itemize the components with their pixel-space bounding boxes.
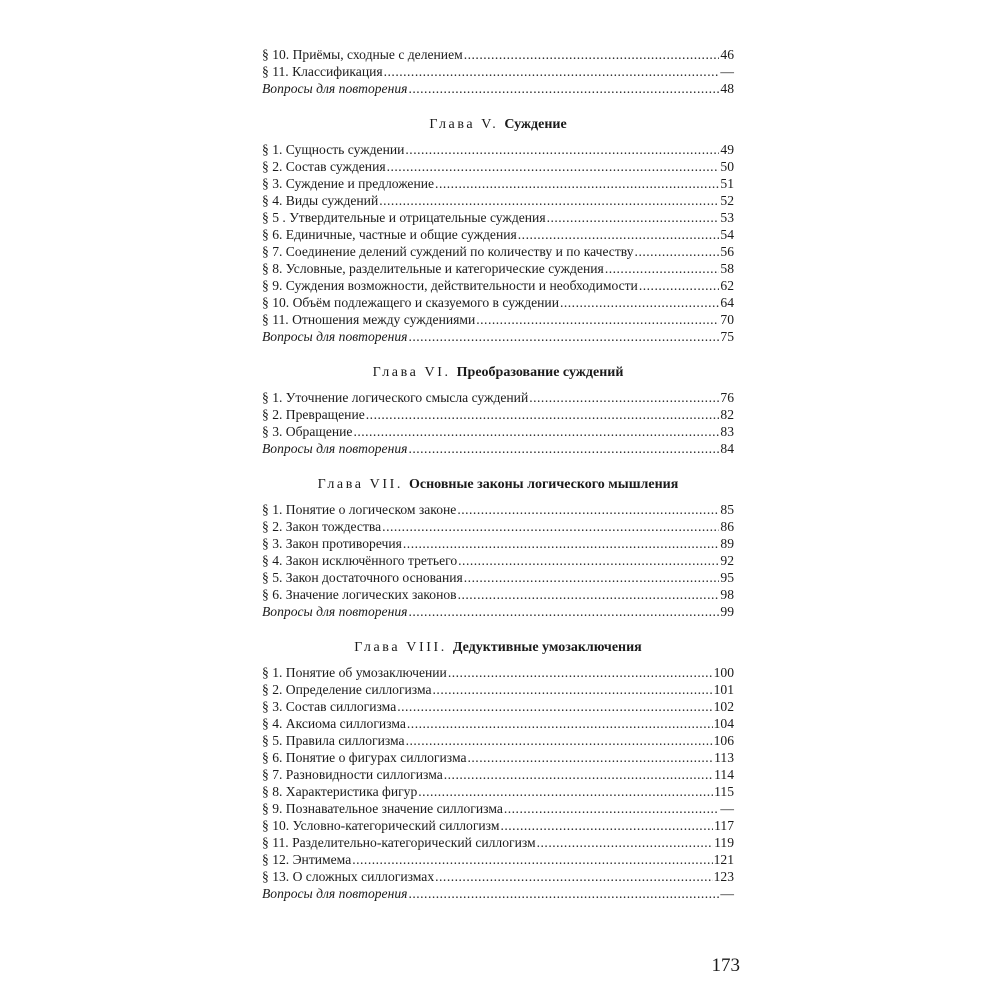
entry-page: 121 <box>713 852 734 867</box>
entry-title: § 7. Разновидности силлогизма <box>262 767 443 782</box>
dot-leader <box>406 732 713 749</box>
dot-leader <box>448 664 713 681</box>
dot-leader <box>476 311 719 328</box>
entry-page: — <box>720 801 734 816</box>
dot-leader <box>605 260 720 277</box>
chapter-heading <box>262 476 734 493</box>
dot-leader <box>408 885 719 902</box>
dot-leader <box>504 800 720 817</box>
toc-entry <box>262 535 734 552</box>
dot-leader <box>518 226 720 243</box>
entry-title: § 5. Правила силлогизма <box>262 733 405 748</box>
chapter-heading <box>262 364 734 381</box>
entry-title: § 3. Закон противоречия <box>262 536 402 551</box>
dot-leader <box>387 158 720 175</box>
entry-page: — <box>720 886 734 901</box>
dot-leader <box>379 192 719 209</box>
entry-page: 75 <box>720 329 734 344</box>
toc-entry <box>262 226 734 243</box>
dot-leader <box>444 766 713 783</box>
entry-page: 100 <box>713 665 734 680</box>
dot-leader <box>560 294 719 311</box>
entry-page: 50 <box>720 159 734 174</box>
review-questions-entry <box>262 80 734 97</box>
dot-leader <box>639 277 720 294</box>
entry-title: § 11. Классификация <box>262 64 383 79</box>
entry-page: — <box>720 64 734 79</box>
toc-entry <box>262 423 734 440</box>
toc-entry <box>262 664 734 681</box>
entry-title: § 8. Характеристика фигур <box>262 784 418 799</box>
entry-page: 48 <box>720 81 734 96</box>
toc-entry <box>262 192 734 209</box>
dot-leader <box>366 406 720 423</box>
dot-leader <box>382 518 719 535</box>
entry-page: 49 <box>720 142 734 157</box>
toc-entry <box>262 175 734 192</box>
entry-title: Вопросы для повторения <box>262 886 408 901</box>
toc-entry <box>262 586 734 603</box>
entry-title: Вопросы для повторения <box>262 329 408 344</box>
toc-entry <box>262 389 734 406</box>
dot-leader <box>547 209 720 226</box>
entry-page: 53 <box>720 210 734 225</box>
entry-title: § 2. Состав суждения <box>262 159 386 174</box>
dot-leader <box>403 535 720 552</box>
toc-entry <box>262 158 734 175</box>
toc-entry <box>262 715 734 732</box>
entry-page: 52 <box>720 193 734 208</box>
toc-entry <box>262 766 734 783</box>
entry-title: § 8. Условные, разделительные и категорические суждения <box>262 261 604 276</box>
chapter-title: Суждение <box>504 117 567 132</box>
toc-entry <box>262 868 734 885</box>
entry-title: § 1. Понятие о логическом законе <box>262 502 457 517</box>
dot-leader <box>458 586 720 603</box>
entry-title: Вопросы для повторения <box>262 81 408 96</box>
entry-title: § 2. Определение силлогизма <box>262 682 432 697</box>
entry-page: 102 <box>713 699 734 714</box>
chapter-title: Преобразование суждений <box>456 365 624 380</box>
dot-leader <box>457 501 719 518</box>
entry-page: 82 <box>720 407 734 422</box>
entry-title: § 1. Уточнение логического смысла суждений <box>262 390 529 405</box>
entry-title: § 6. Единичные, частные и общие суждения <box>262 227 517 242</box>
toc-entry <box>262 698 734 715</box>
entry-title: § 3. Суждение и предложение <box>262 176 435 191</box>
review-questions-entry <box>262 885 734 902</box>
chapter-heading <box>262 116 734 133</box>
toc-entry <box>262 277 734 294</box>
entry-title: § 4. Закон исключённого третьего <box>262 553 458 568</box>
dot-leader <box>405 141 719 158</box>
entry-title: § 6. Понятие о фигурах силлогизма <box>262 750 467 765</box>
toc-section <box>262 364 734 457</box>
chapter-label: Глава VIII. <box>354 640 447 655</box>
dot-leader <box>353 423 719 440</box>
entry-page: 76 <box>720 390 734 405</box>
entry-title: § 1. Понятие об умозаключении <box>262 665 447 680</box>
entry-title: § 4. Аксиома силлогизма <box>262 716 406 731</box>
entry-title: § 10. Объём подлежащего и сказуемого в суждении <box>262 295 559 310</box>
entry-title: § 2. Закон тождества <box>262 519 382 534</box>
toc-entry <box>262 569 734 586</box>
toc-section <box>262 639 734 902</box>
toc-entry <box>262 817 734 834</box>
dot-leader <box>408 328 719 345</box>
entry-page: 58 <box>720 261 734 276</box>
entry-title: § 2. Превращение <box>262 407 365 422</box>
entry-title: § 9. Суждения возможности, действительности и необходимости <box>262 278 638 293</box>
entry-title: § 10. Приёмы, сходные с делением <box>262 47 463 62</box>
entry-title: § 6. Значение логических законов <box>262 587 457 602</box>
toc-section <box>262 116 734 345</box>
dot-leader <box>500 817 713 834</box>
toc-section <box>262 46 734 97</box>
dot-leader <box>635 243 720 260</box>
toc-entry <box>262 681 734 698</box>
entry-page: 84 <box>720 441 734 456</box>
entry-title: § 3. Состав силлогизма <box>262 699 397 714</box>
entry-title: § 5 . Утвердительные и отрицательные суждения <box>262 210 546 225</box>
dot-leader <box>464 569 720 586</box>
dot-leader <box>458 552 719 569</box>
dot-leader <box>468 749 714 766</box>
entry-page: 56 <box>720 244 734 259</box>
entry-page: 113 <box>714 750 734 765</box>
entry-page: 106 <box>713 733 734 748</box>
entry-title: § 10. Условно-категорический силлогизм <box>262 818 500 833</box>
toc-entry <box>262 732 734 749</box>
entry-page: 83 <box>720 424 734 439</box>
toc-entry <box>262 294 734 311</box>
dot-leader <box>435 175 719 192</box>
entry-title: § 11. Разделительно-категорический силлогизм <box>262 835 536 850</box>
dot-leader <box>384 63 720 80</box>
entry-title: Вопросы для повторения <box>262 441 408 456</box>
entry-title: § 9. Познавательное значение силлогизма <box>262 801 503 816</box>
chapter-label: Глава VII. <box>317 477 403 492</box>
toc-entry <box>262 749 734 766</box>
entry-page: 86 <box>720 519 734 534</box>
entry-page: 104 <box>713 716 734 731</box>
entry-page: 46 <box>720 47 734 62</box>
entry-page: 115 <box>714 784 734 799</box>
toc-entry <box>262 783 734 800</box>
entry-title: Вопросы для повторения <box>262 604 408 619</box>
dot-leader <box>464 46 720 63</box>
toc-entry <box>262 46 734 63</box>
chapter-title: Дедуктивные умозаключения <box>452 640 642 655</box>
entry-page: 114 <box>714 767 734 782</box>
entry-title: § 4. Виды суждений <box>262 193 379 208</box>
toc-entry <box>262 311 734 328</box>
entry-page: 85 <box>720 502 734 517</box>
dot-leader <box>529 389 719 406</box>
entry-page: 89 <box>720 536 734 551</box>
dot-leader <box>433 681 713 698</box>
review-questions-entry <box>262 328 734 345</box>
toc-entry <box>262 552 734 569</box>
entry-title: § 1. Сущность суждении <box>262 142 405 157</box>
entry-page: 117 <box>714 818 734 833</box>
entry-page: 123 <box>713 869 734 884</box>
toc-entry <box>262 501 734 518</box>
page-number: 173 <box>711 955 740 976</box>
toc-entry <box>262 834 734 851</box>
dot-leader <box>408 603 719 620</box>
toc-entry <box>262 851 734 868</box>
entry-title: § 13. О сложных силлогизмах <box>262 869 435 884</box>
chapter-label: Глава V. <box>429 117 499 132</box>
dot-leader <box>352 851 712 868</box>
table-of-contents <box>262 46 734 902</box>
dot-leader <box>397 698 712 715</box>
entry-page: 70 <box>720 312 734 327</box>
entry-title: § 3. Обращение <box>262 424 353 439</box>
toc-entry <box>262 243 734 260</box>
entry-title: § 7. Соединение делений суждений по количеству и по качеству <box>262 244 634 259</box>
entry-page: 119 <box>714 835 734 850</box>
review-questions-entry <box>262 440 734 457</box>
toc-section <box>262 476 734 620</box>
toc-entry <box>262 209 734 226</box>
toc-entry <box>262 406 734 423</box>
entry-title: § 11. Отношения между суждениями <box>262 312 476 327</box>
entry-page: 54 <box>720 227 734 242</box>
review-questions-entry <box>262 603 734 620</box>
entry-page: 95 <box>720 570 734 585</box>
entry-page: 64 <box>720 295 734 310</box>
toc-entry <box>262 141 734 158</box>
entry-page: 101 <box>713 682 734 697</box>
chapter-title: Основные законы логического мышления <box>409 477 679 492</box>
entry-page: 92 <box>720 553 734 568</box>
dot-leader <box>407 715 713 732</box>
dot-leader <box>408 80 719 97</box>
toc-entry <box>262 518 734 535</box>
entry-title: § 5. Закон достаточного основания <box>262 570 463 585</box>
chapter-heading <box>262 639 734 656</box>
entry-page: 62 <box>720 278 734 293</box>
entry-page: 51 <box>720 176 734 191</box>
entry-page: 98 <box>720 587 734 602</box>
toc-entry <box>262 63 734 80</box>
entry-title: § 12. Энтимема <box>262 852 352 867</box>
dot-leader <box>418 783 713 800</box>
dot-leader <box>408 440 719 457</box>
toc-entry <box>262 260 734 277</box>
dot-leader <box>537 834 713 851</box>
dot-leader <box>435 868 712 885</box>
entry-page: 99 <box>720 604 734 619</box>
toc-entry <box>262 800 734 817</box>
chapter-label: Глава VI. <box>372 365 451 380</box>
